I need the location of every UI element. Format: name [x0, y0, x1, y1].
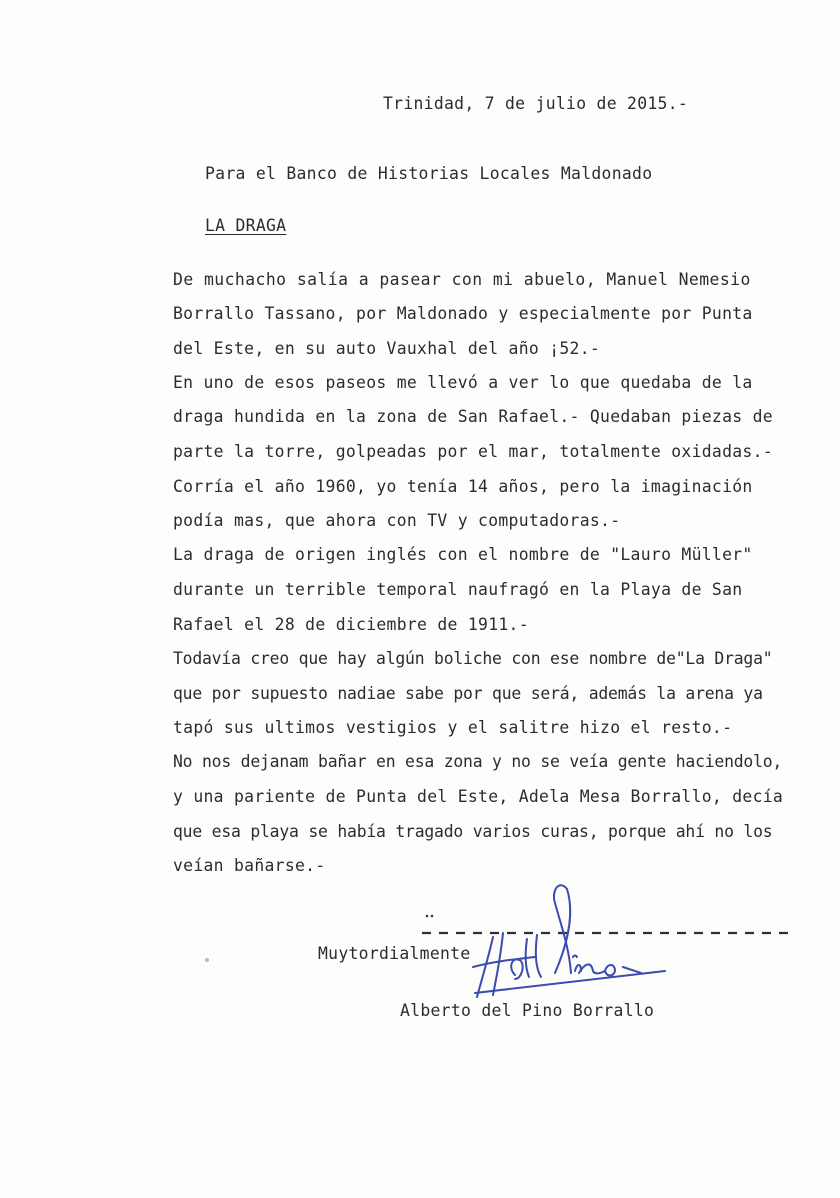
body-line: del Este, en su auto Vauxhal del año ¡52.-: [173, 339, 601, 358]
letter-recipient: Para el Banco de Historias Locales Maldonado: [205, 164, 653, 183]
body-line: tapó sus ultimos vestigios y el salitre hizo el resto.-: [173, 718, 733, 737]
body-line: que por supuesto nadiae sabe por que será, además la arena ya: [173, 684, 763, 703]
body-line: podía mas, que ahora con TV y computadoras.-: [173, 511, 621, 530]
sender-name: Alberto del Pino Borrallo: [400, 1001, 655, 1020]
body-line: veían bañarse.-: [173, 856, 326, 875]
body-line: La draga de origen inglés con el nombre de "Lauro Müller": [173, 545, 753, 564]
body-line: De muchacho salía a pasear con mi abuelo, Manuel Nemesio: [173, 270, 751, 289]
body-line: que esa playa se había tragado varios curas, porque ahí no los: [173, 822, 773, 841]
body-line: parte la torre, golpeadas por el mar, totalmente oxidadas.-: [173, 442, 773, 461]
body-line: draga hundida en la zona de San Rafael.- Quedaban piezas de: [173, 407, 773, 426]
body-line: y una pariente de Punta del Este, Adela Mesa Borrallo, decía: [173, 787, 784, 806]
body-line: Rafael el 28 de diciembre de 1911.-: [173, 615, 529, 634]
body-line: Borrallo Tassano, por Maldonado y especialmente por Punta: [173, 304, 753, 323]
body-line: En uno de esos paseos me llevó a ver lo que quedaba de la: [173, 373, 753, 392]
letter-heading: LA DRAGA: [205, 216, 287, 235]
letter-date: Trinidad, 7 de julio de 2015.-: [383, 94, 689, 113]
body-line: No nos dejanam bañar en esa zona y no se veía gente haciendolo,: [173, 752, 783, 771]
body-line: durante un terrible temporal naufragó en la Playa de San: [173, 580, 743, 599]
letter-closing: Muytordialmente: [318, 944, 471, 963]
handwritten-signature: [455, 875, 675, 1005]
body-line: Corría el año 1960, yo tenía 14 años, pero la imaginación: [173, 477, 753, 496]
paper-speck: [205, 958, 209, 962]
body-line: Todavía creo que hay algún boliche con ese nombre de"La Draga": [173, 649, 773, 668]
